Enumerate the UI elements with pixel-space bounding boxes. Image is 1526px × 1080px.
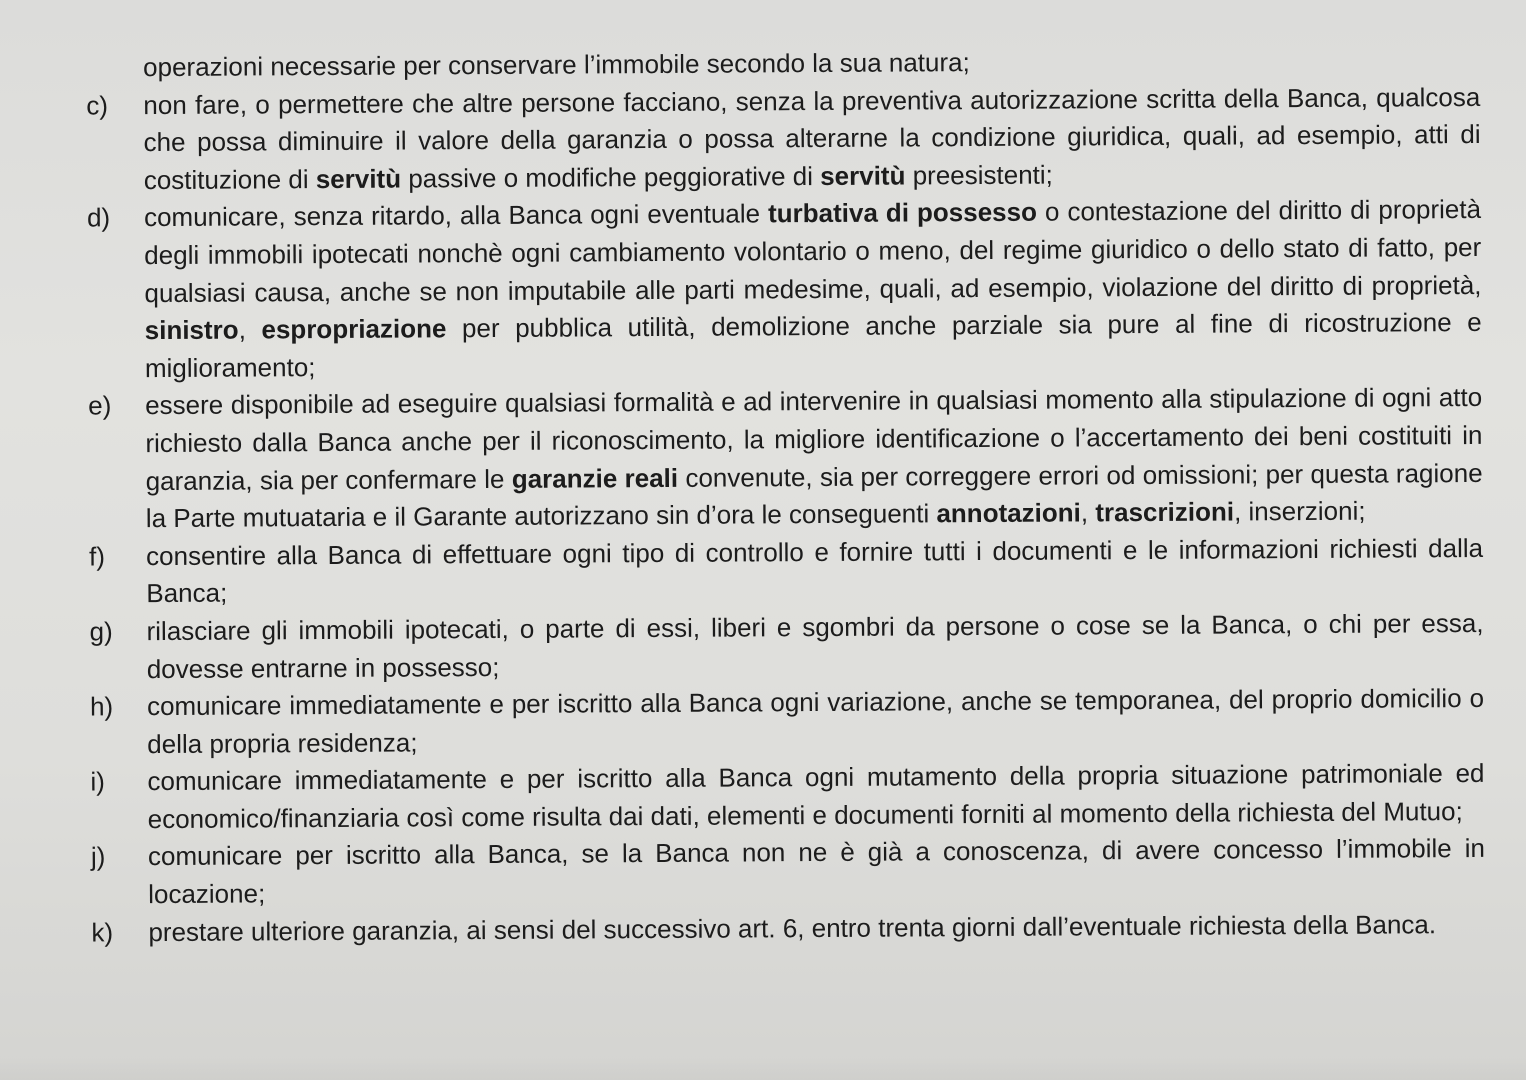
list-item-marker: g) — [89, 616, 113, 647]
bold-term: garanzie reali — [511, 462, 679, 494]
text-run: non fare, o permettere che altre persone facciano, senza la preventiva autorizzazione scritta della Banca, qualcosa che possa diminuire il valore della garanzia o possa alterarne la condizione giuridica, quali, ad esempio, atti di costituzione di — [143, 81, 1481, 195]
continuation-line: operazioni necessarie per conservare l’immobile secondo la sua natura; — [143, 47, 970, 83]
list-item — [4, 680, 1526, 765]
list-item-text — [146, 605, 1483, 688]
text-run: rilasciare gli immobili ipotecati, o parte di essi, liberi e sgombri da persone o cose se la Banca, o chi per essa, dovesse entrarne in possesso; — [146, 607, 1484, 684]
text-run: , — [1080, 497, 1096, 528]
list-item-marker: j) — [90, 841, 106, 872]
list-item — [3, 529, 1526, 614]
bold-term: trascrizioni — [1095, 496, 1235, 528]
document-body — [0, 41, 1526, 953]
text-run: convenute, sia per correggere errori od omissioni; per questa ragione la Parte mutuataria e il Garante autorizzano sin d’ora le conseguenti — [145, 457, 1483, 534]
list-item-text — [148, 830, 1485, 913]
list-item-marker: k) — [91, 916, 114, 948]
bold-term: annotazioni — [936, 497, 1081, 529]
list-item-marker: h) — [89, 691, 114, 722]
list-item-text — [146, 530, 1483, 613]
text-run: comunicare, senza ritardo, alla Banca ogni eventuale — [143, 198, 769, 233]
list-item — [5, 905, 1526, 952]
list-item — [3, 605, 1526, 690]
text-run: consentire alla Banca di effettuare ogni tipo di controllo e fornire tutti i documenti e le informazioni richiesti dalla Banca; — [146, 532, 1484, 609]
list-item-text — [144, 191, 1482, 387]
text-run: prestare ulteriore garanzia, ai sensi del successivo art. 6, entro trenta giorni dall’eventuale richiesta della Banca. — [148, 908, 1437, 947]
list-item — [5, 830, 1526, 915]
list-item-marker: f) — [89, 541, 106, 572]
text-run: , — [238, 314, 262, 345]
text-run: essere disponibile ad eseguire qualsiasi formalità e ad intervenire in qualsiasi momento alla stipulazione di ogni atto richiesto dalla Banca anche per il riconoscimento, la migliore identificazione o l’accertamento dei beni costituiti in garanzia, sia per confermare le — [145, 382, 1483, 496]
bold-term: sinistro — [144, 314, 239, 346]
list-item — [2, 379, 1526, 539]
bold-term: turbativa di possesso — [767, 197, 1038, 229]
list-item-marker: e) — [88, 390, 112, 421]
list-item — [0, 78, 1526, 200]
list-item-marker: c) — [86, 89, 109, 121]
list-item-text — [145, 379, 1483, 538]
bold-term: espropriazione — [261, 313, 447, 345]
list-item-text — [143, 79, 1481, 200]
text-run: o contestazione del diritto di proprietà degli immobili ipotecati nonchè ogni cambiamento volontario o meno, del regime giuridico o dello stato di fatto, per qualsiasi causa, anche se non imputabile alle parti medesime, quali, ad esempio, violazione del diritto di proprietà, — [144, 194, 1482, 308]
list-item-text — [148, 906, 1485, 952]
list-item — [1, 191, 1526, 388]
text-run: comunicare per iscritto alla Banca, se la Banca non ne è già a conoscenza, di avere concesso l’immobile in locazione; — [147, 833, 1485, 910]
text-run: per pubblica utilità, demolizione anche parziale sia pure al fine di ricostruzione e miglioramento; — [144, 307, 1482, 383]
obligations-list — [0, 78, 1526, 952]
text-run: comunicare immediatamente e per iscritto alla Banca ogni mutamento della propria situazione patrimoniale ed economico/finanziaria così come risulta dai dati, elementi e documenti forniti al momento della richiesta del Mutuo; — [147, 758, 1485, 834]
list-item-text — [147, 755, 1484, 838]
bold-term: servitù — [820, 160, 906, 191]
text-run: passive o modifiche peggiorative di — [400, 160, 821, 194]
list-item-text — [147, 680, 1484, 763]
list-item-marker: i) — [90, 766, 106, 797]
list-item-marker: d) — [86, 202, 111, 233]
text-run: comunicare immediatamente e per iscritto alla Banca ogni variazione, anche se temporanea, del proprio domicilio o della propria residenza; — [146, 683, 1485, 759]
text-run: , inserzioni; — [1233, 495, 1366, 527]
list-item — [4, 755, 1526, 840]
bold-term: servitù — [315, 163, 402, 194]
text-run: preesistenti; — [905, 159, 1053, 191]
